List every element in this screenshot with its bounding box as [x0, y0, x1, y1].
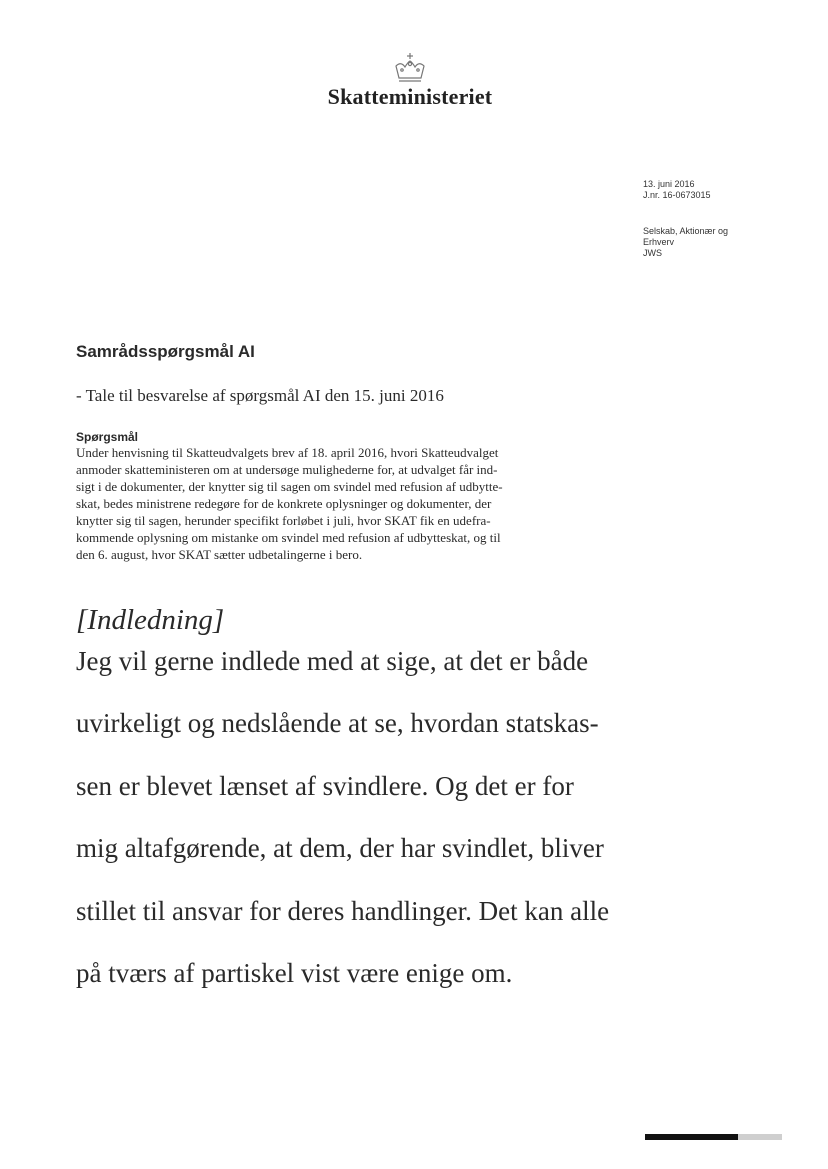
crown-icon [391, 52, 429, 86]
ministry-name: Skatteministeriet [327, 84, 493, 109]
speech-line: stillet til ansvar for deres handlinger. Det kan alle [76, 896, 610, 926]
speech-line: på tværs af partiskel vist være enige om. [76, 958, 513, 988]
question-line: skat, bedes ministrene redegøre for de konkrete oplysninger og dokumenter, der [76, 496, 492, 511]
question-line: Under henvisning til Skatteudvalgets brev af 18. april 2016, hvori Skatteudvalget [76, 445, 499, 460]
question-line: anmoder skatteministeren om at undersøge mulighederne for, at udvalget får ind- [76, 462, 498, 477]
speech-line: sen er blevet lænset af svindlere. Og det er for [76, 771, 574, 801]
journal-number: J.nr. 16-0673015 [643, 190, 711, 200]
document-meta-top [643, 179, 711, 201]
footer-bar [645, 1134, 738, 1140]
document-meta-department [643, 226, 728, 259]
footer-bar-light [738, 1134, 782, 1140]
document-date: 13. juni 2016 [643, 179, 695, 189]
speech-line: Jeg vil gerne indlede med at sige, at det er både [76, 646, 589, 676]
intro-label: [Indledning] [76, 604, 225, 636]
question-label: Spørgsmål [76, 430, 139, 444]
speech-line: mig altafgørende, at dem, der har svindlet, bliver [76, 833, 604, 863]
question-line: kommende oplysning om mistanke om svindel med refusion af udbytteskat, og til [76, 530, 501, 545]
initials: JWS [643, 248, 662, 258]
question-line: sigt i de dokumenter, der knytter sig til sagen om svindel med refusion af udbytte- [76, 479, 503, 494]
document-subtitle: - Tale til besvarelse af spørgsmål AI den 15. juni 2016 [76, 386, 444, 405]
department-line-1: Selskab, Aktionær og [643, 226, 729, 236]
document-heading: Samrådsspørgsmål AI [76, 342, 255, 361]
department-line-2: Erhverv [643, 237, 675, 247]
speech-line: uvirkeligt og nedslående at se, hvordan statskas- [76, 708, 599, 738]
question-line: knytter sig til sagen, herunder specifikt forløbet i juli, hvor SKAT fik en udefra- [76, 513, 491, 528]
question-line: den 6. august, hvor SKAT sætter udbetalingerne i bero. [76, 547, 363, 562]
